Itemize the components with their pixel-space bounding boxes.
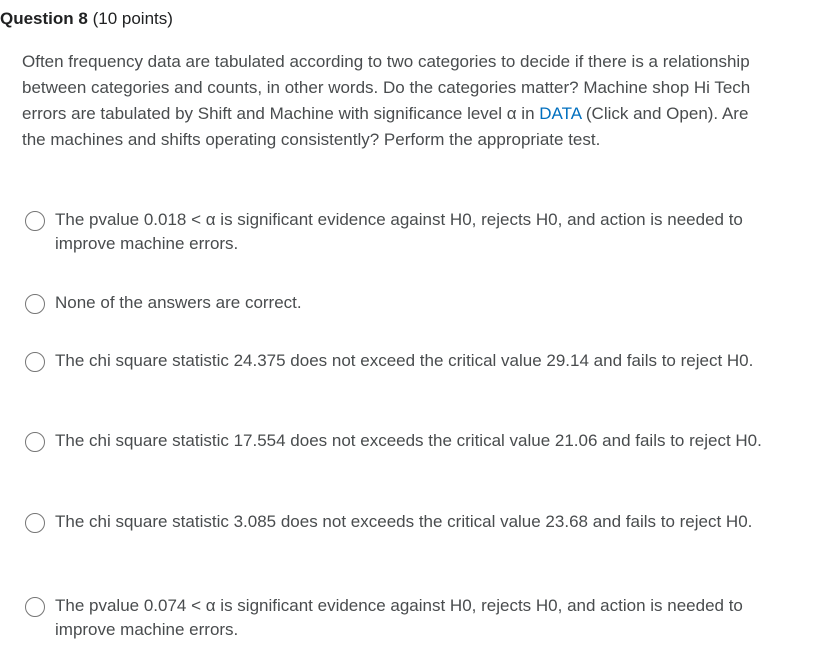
radio-button-4[interactable]	[25, 432, 45, 452]
question-text	[22, 49, 762, 153]
answer-option-label-6: The pvalue 0.074 < α is significant evidence against H0, rejects H0, and action is needed to improve machine errors.	[55, 596, 743, 639]
radio-button-3[interactable]	[25, 352, 45, 372]
answer-option-label-5: The chi square statistic 3.085 does not exceeds the critical value 23.68 and fails to reject H0.	[55, 512, 753, 531]
question-points: (10 points)	[92, 9, 173, 28]
question-text-part-2: (Click and Open). Are the machines and shifts operating consistently? Perform the appropriate test.	[22, 104, 749, 149]
radio-button-5[interactable]	[25, 513, 45, 533]
question-text-part-1: Often frequency data are tabulated according to two categories to decide if there is a relationship between categories and counts, in other words. Do the categories matter? Machine shop Hi Tech errors are tabulated by Shift and Machine with significance level α in	[22, 52, 751, 123]
answer-option-label-2: None of the answers are correct.	[55, 293, 302, 312]
answer-option-label-3: The chi square statistic 24.375 does not exceed the critical value 29.14 and fails to reject H0.	[55, 351, 754, 370]
answer-option-label-4: The chi square statistic 17.554 does not exceeds the critical value 21.06 and fails to reject H0.	[55, 431, 762, 450]
radio-button-6[interactable]	[25, 597, 45, 617]
data-link[interactable]: DATA	[539, 104, 582, 123]
radio-button-2[interactable]	[25, 294, 45, 314]
question-title: Question 8	[0, 9, 88, 28]
radio-button-1[interactable]	[25, 211, 45, 231]
answer-option-label-1: The pvalue 0.018 < α is significant evidence against H0, rejects H0, and action is needed to improve machine errors.	[55, 210, 743, 253]
question-header	[0, 9, 173, 29]
